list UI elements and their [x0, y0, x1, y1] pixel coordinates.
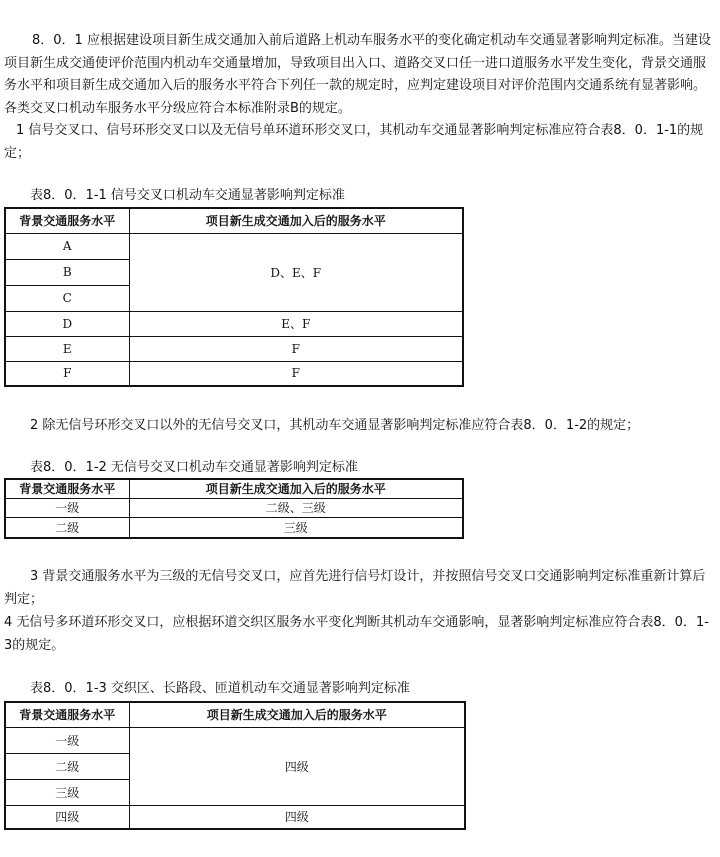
- table-1-row-label: C: [5, 285, 129, 311]
- table-1-cell-e: F: [129, 336, 463, 361]
- item-3-text: 3 背景交通服务水平为三级的无信号交叉口，应首先进行信号灯设计，并按照信号交叉口交通影响判定标准重新计算后判定；: [4, 569, 706, 607]
- table-3-cell-4: 四级: [129, 805, 465, 829]
- table-1-cell-d: E、F: [129, 311, 463, 336]
- table-1-cell-f: F: [129, 361, 463, 386]
- table-1-header-after: 项目新生成交通加入后的服务水平: [129, 208, 463, 233]
- table-3-row-label: 四级: [5, 805, 129, 829]
- table-3-row-label: 三级: [5, 779, 129, 805]
- table-3-row-label: 一级: [5, 727, 129, 753]
- table-3-header-after: 项目新生成交通加入后的服务水平: [129, 702, 465, 727]
- table-1-cell-abc: D、E、F: [129, 233, 463, 311]
- table-2: [4, 478, 464, 539]
- item-4-text: 4 无信号多环道环形交叉口，应根据环道交织区服务水平变化判断其机动车交通影响，显著影响判定标准应符合表8．0．1-3的规定。: [4, 615, 709, 653]
- table-1-row-label: B: [5, 259, 129, 285]
- table-1-row-label: A: [5, 233, 129, 259]
- table-2-row-label: 一级: [5, 498, 129, 517]
- table-1-caption: 表8．0．1-1 信号交叉口机动车交通显著影响判定标准: [30, 188, 345, 203]
- clause-8-0-1: 8．0．1 应根据建设项目新生成交通加入前后道路上机动车服务水平的变化确定机动车交通显著影响判定标准。当建设项目新生成交通使评价范围内机动车交通量增加，导致项目出入口、道路交叉口任一进口道服务水平发生变化，背景交通服务水平和项目新生成交通加入后的服务水平符合下列任一款的规定时，应判定建设项目对评价范围内交通系统有显著影响。各类交叉口机动车服务水平分级应符合本标准附录B的规定。: [4, 33, 711, 116]
- table-3-row-label: 二级: [5, 753, 129, 779]
- table-1-row-label: E: [5, 336, 129, 361]
- table-2-cell: 三级: [129, 517, 463, 538]
- table-3-caption: 表8．0．1-3 交织区、长路段、匝道机动车交通显著影响判定标准: [30, 681, 410, 696]
- table-3-cell-123: 四级: [129, 727, 465, 805]
- item-2-text: 2 除无信号环形交叉口以外的无信号交叉口，其机动车交通显著影响判定标准应符合表8．0．1-2的规定；: [30, 418, 640, 433]
- table-3-header-background: 背景交通服务水平: [5, 702, 129, 727]
- table-2-header-after: 项目新生成交通加入后的服务水平: [129, 479, 463, 498]
- table-1-row-label: F: [5, 361, 129, 386]
- table-3: [4, 701, 466, 830]
- table-1: [4, 207, 464, 387]
- table-2-row-label: 二级: [5, 517, 129, 538]
- table-2-cell: 二级、三级: [129, 498, 463, 517]
- table-2-header-background: 背景交通服务水平: [5, 479, 129, 498]
- table-2-caption: 表8．0．1-2 无信号交叉口机动车交通显著影响判定标准: [30, 460, 358, 475]
- item-1-text: 1 信号交叉口、信号环形交叉口以及无信号单环道环形交叉口，其机动车交通显著影响判定标准应符合表8．0．1-1的规定；: [4, 123, 704, 161]
- table-1-row-label: D: [5, 311, 129, 336]
- table-1-header-background: 背景交通服务水平: [5, 208, 129, 233]
